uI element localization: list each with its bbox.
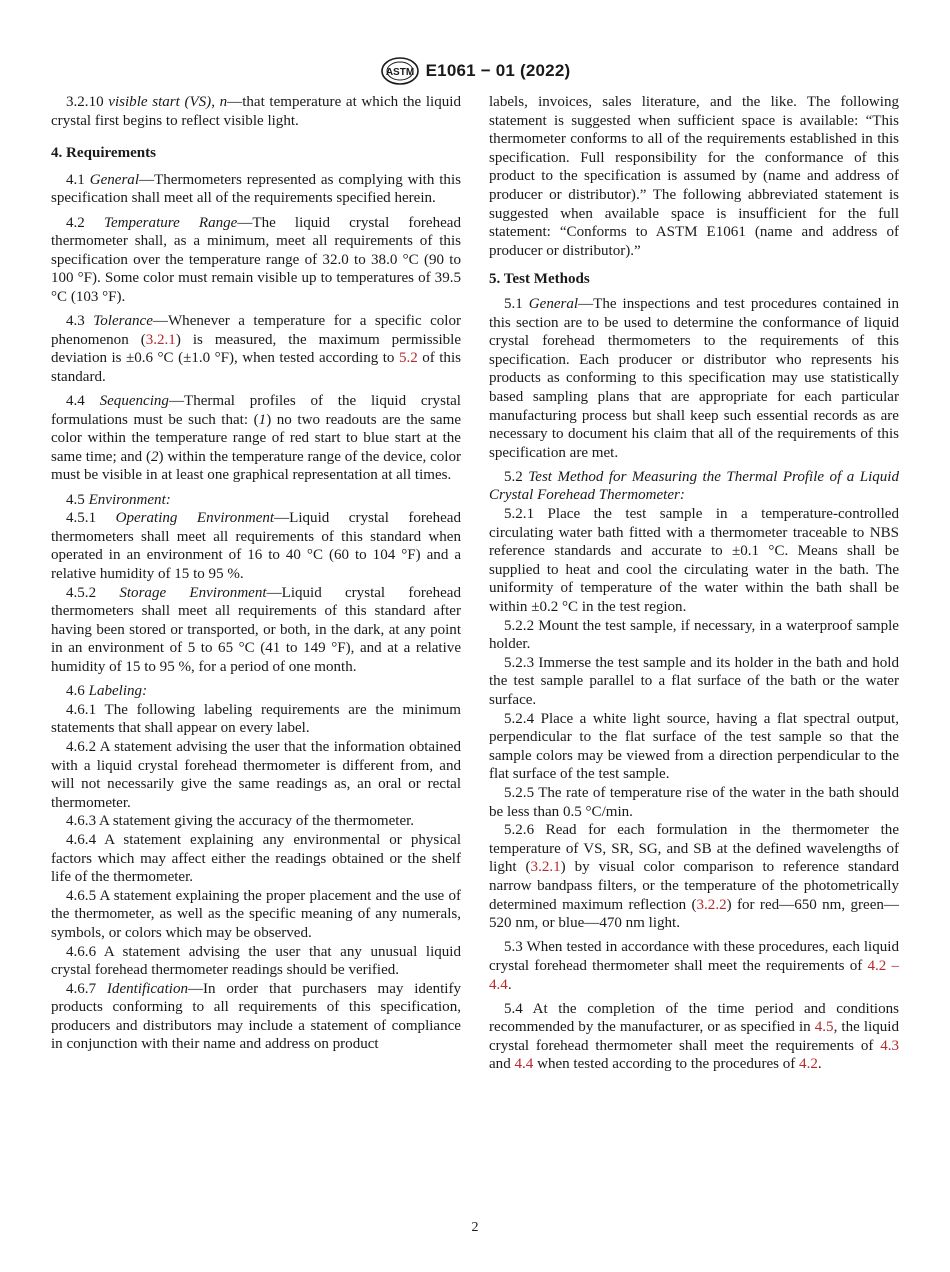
- astm-logo-icon: [380, 56, 420, 86]
- clause-5-2: 5.2 Test Method for Measuring the Thermal Profile of a Liquid Crystal Forehead Thermometer:: [489, 468, 899, 504]
- clause-4-6-6: 4.6.6 A statement advising the user that any unusual liquid crystal forehead thermometer readings should be verified.: [51, 943, 461, 979]
- clause-5-3: 5.3 When tested in accordance with these procedures, each liquid crystal forehead thermometer shall meet the requirements of 4.2 – 4.4.: [489, 939, 899, 993]
- section-4-heading: 4. Requirements: [51, 145, 157, 162]
- clause-4-6-7-continued: labels, invoices, sales literature, and the like. The following statement is suggested when sufficient space is available: “This thermometer conforms to all of the requirements established in this specification. Full responsibility for the conformance of this product to the specification is assumed by (name and address of producer or distributor).” The following abbreviated statement is suggested when available space is insufficient for the full statement: “Conforms to ASTM E1061 (name and address of producer or distributor).”: [489, 94, 899, 259]
- clause-4-6-3: 4.6.3 A statement giving the accuracy of the thermometer.: [66, 813, 415, 830]
- clause-4-6: 4.6 Labeling:: [66, 683, 148, 700]
- page-number: 2: [471, 1220, 479, 1235]
- clause-5-2-5: 5.2.5 The rate of temperature rise of the water in the bath should be less than 0.5 °C/min.: [489, 784, 899, 820]
- clause-5-2-4: 5.2.4 Place a white light source, having a flat spectral output, perpendicular to the flat surface of the test sample so that the sample colors may be viewed from a direction perpendicular to the flat surface of the test sample.: [489, 710, 899, 783]
- link-4-5[interactable]: 4.5: [814, 1019, 834, 1036]
- left-column: [51, 93, 461, 1054]
- clause-5-4: 5.4 At the completion of the time period and conditions recommended by the manufacturer, or as specified in 4.5, the liquid crystal forehead thermometer shall meet the requirements of 4.3 and 4.4 when tested according to the procedures of 4.2.: [489, 1000, 899, 1073]
- link-3-2-1[interactable]: 3.2.1: [530, 859, 561, 876]
- right-column: [489, 93, 899, 1074]
- clause-4-5-2: 4.5.2 Storage Environment—Liquid crystal forehead thermometers shall meet all requirements of this standard after having been stored or transported, or both, in the dark, at any point in an environment of 5 to 65 °C (41 to 149 °F), and at a relative humidity of 15 to 95 %, for a period of one month.: [51, 584, 461, 675]
- link-5-2[interactable]: 5.2: [398, 350, 418, 367]
- clause-4-1: 4.1 General—Thermometers represented as complying with this specification shall meet all of the requirements specified herein.: [51, 171, 461, 207]
- link-4-2[interactable]: 4.2: [799, 1056, 818, 1073]
- clause-4-2: 4.2 Temperature Range—The liquid crystal forehead thermometer shall, as a minimum, meet all requirements of this specification over the temperature range of 32.0 to 38.0 °C (90 to 100 °F). Some color must remain visible up to temperatures of 39.5 °C (103 °F).: [51, 214, 462, 305]
- link-3-2-1[interactable]: 3.2.1: [145, 331, 176, 348]
- clause-5-2-1: 5.2.1 Place the test sample in a temperature-controlled circulating water bath fitted with a thermometer traceable to NBS reference standards and accurate to ±0.1 °C. Means shall be supplied to heat and cool the circulating water in the bath. The uniformity of temperature of the water within the bath shall be within ±0.2 °C in the test region.: [489, 506, 899, 616]
- clause-4-6-7: 4.6.7 Identification—In order that purchasers may identify products conforming to all requirements of this specification, producers and distributors may include a statement of compliance in conjunction with their name and address on product: [51, 980, 462, 1053]
- svg-text:ASTM: ASTM: [385, 67, 414, 78]
- clause-4-5-1: 4.5.1 Operating Environment—Liquid crystal forehead thermometers shall meet all requirements of this standard when operated in an environment of 16 to 40 °C (60 to 104 °F) and a relative humidity of 15 to 95 %.: [51, 510, 461, 583]
- link-4-2-4-4[interactable]: 4.2 – 4.4: [489, 957, 899, 993]
- document-designation: E1061 − 01 (2022): [425, 61, 571, 80]
- clause-3-2-10: 3.2.10 visible start (VS), n—that temperature at which the liquid crystal first begins to reflect visible light.: [51, 94, 461, 129]
- clause-4-6-5: 4.6.5 A statement explaining the proper placement and the use of the thermometer, as well as the specific meaning of any numerals, symbols, or colors which may be observed.: [51, 887, 461, 941]
- clause-5-2-2: 5.2.2 Mount the test sample, if necessary, in a waterproof sample holder.: [489, 617, 899, 653]
- clause-5-1: 5.1 General—The inspections and test procedures contained in this section are to be used to determine the conformance of liquid crystal forehead thermometers to the requirements of this specification. Each producer or distributor who represents his products as conforming to this specification may use statistically based sampling plans that are appropriate for each particular manufacturing process but shall keep such essential records as are necessary to document his claim that all of the requirements of this specification are met.: [489, 295, 899, 461]
- clause-4-6-4: 4.6.4 A statement explaining any environmental or physical factors which may affect either the readings obtained or the shelf life of the thermometer.: [51, 831, 461, 886]
- link-4-4[interactable]: 4.4: [514, 1056, 534, 1073]
- clause-4-4: 4.4 Sequencing—Thermal profiles of the liquid crystal formulations must be such that: (1) no two readouts are the same color within the temperature range of red start to blue start at the same time; and (2) within the temperature range of the device, color must be visible in at least one graphical representation at all times.: [51, 393, 461, 484]
- clause-5-2-6: 5.2.6 Read for each formulation in the thermometer the temperature of VS, SR, SG, and SB at the defined wavelengths of light (3.2.1) by visual color comparison to reference standard narrow bandpass filters, or the temperature of the photometrically determined maximum reflection (3.2.2) for red—650 nm, green—520 nm, or blue—470 nm light.: [489, 822, 899, 932]
- link-3-2-2[interactable]: 3.2.2: [696, 896, 727, 913]
- clause-4-6-2: 4.6.2 A statement advising the user that the information obtained with a liquid crystal forehead thermometer is different from, and will not necessarily give the same readings as, an oral or rectal thermometer.: [51, 738, 461, 811]
- page-header: [0, 56, 950, 91]
- link-4-3[interactable]: 4.3: [880, 1037, 899, 1054]
- clause-5-2-3: 5.2.3 Immerse the test sample and its holder in the bath and hold the test sample parallel to a flat surface of the bath or the water surface.: [489, 654, 899, 708]
- clause-4-6-1: 4.6.1 The following labeling requirements are the minimum statements that shall appear on every label.: [51, 701, 461, 737]
- clause-4-3: 4.3 Tolerance—Whenever a temperature for a specific color phenomenon (3.2.1) is measured, the maximum permissible deviation is ±0.6 °C (±1.0 °F), when tested according to 5.2 of this standard.: [51, 313, 462, 385]
- section-5-heading: 5. Test Methods: [489, 271, 590, 288]
- clause-4-5: 4.5 Environment:: [66, 491, 171, 508]
